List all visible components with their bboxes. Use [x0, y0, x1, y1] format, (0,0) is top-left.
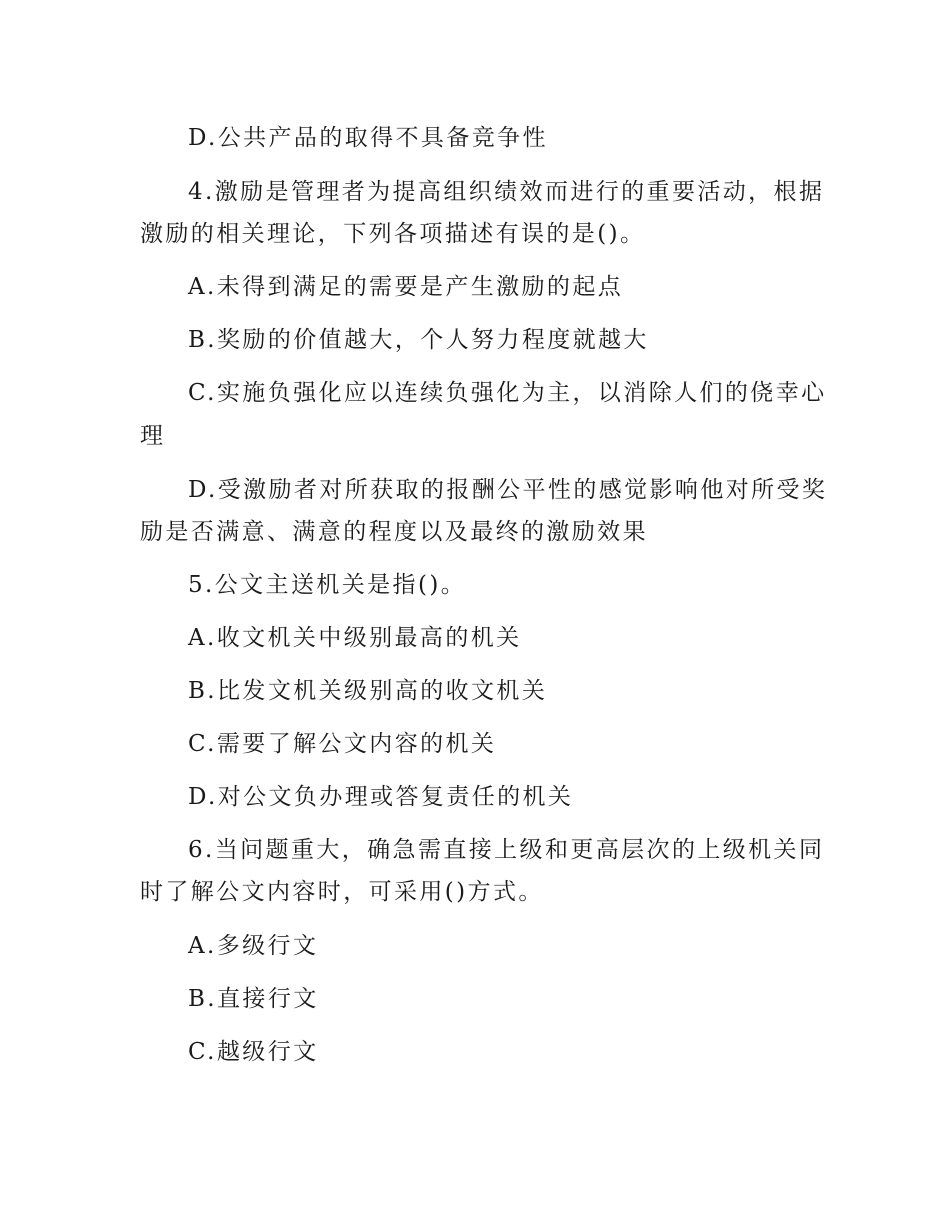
q6-option-c: C.越级行文	[188, 1039, 319, 1065]
q6-stem-line-2: 时了解公文内容时，可采用()方式。	[140, 879, 544, 905]
q4-option-a: A.未得到满足的需要是产生激励的起点	[188, 274, 624, 300]
q5-option-d: D.对公文负办理或答复责任的机关	[188, 784, 574, 810]
q4-option-d-line-1: D.受激励者对所获取的报酬公平性的感觉影响他对所受奖	[188, 477, 828, 503]
q6-stem-line-1: 6.当问题重大，确急需直接上级和更高层次的上级机关同	[188, 837, 825, 863]
q6-option-a: A.多级行文	[188, 933, 319, 959]
q5-option-b: B.比发文机关级别高的收文机关	[188, 678, 548, 704]
q5-stem: 5.公文主送机关是指()。	[188, 572, 467, 598]
q6-option-b: B.直接行文	[188, 986, 319, 1012]
q5-option-a: A.收文机关中级别最高的机关	[188, 625, 522, 651]
q4-option-c-line-2: 理	[140, 423, 166, 449]
q4-option-c-line-1: C.实施负强化应以连续负强化为主，以消除人们的侥幸心	[188, 380, 827, 406]
q4-option-d-line-2: 励是否满意、满意的程度以及最终的激励效果	[140, 519, 648, 545]
q4-option-b: B.奖励的价值越大，个人努力程度就越大	[188, 327, 649, 353]
q5-option-c: C.需要了解公文内容的机关	[188, 731, 497, 757]
q4-stem-line-1: 4.激励是管理者为提高组织绩效而进行的重要活动，根据	[188, 179, 825, 205]
q3-option-d: D.公共产品的取得不具备竞争性	[188, 125, 548, 151]
q4-stem-line-2: 激励的相关理论，下列各项描述有误的是()。	[140, 221, 646, 247]
